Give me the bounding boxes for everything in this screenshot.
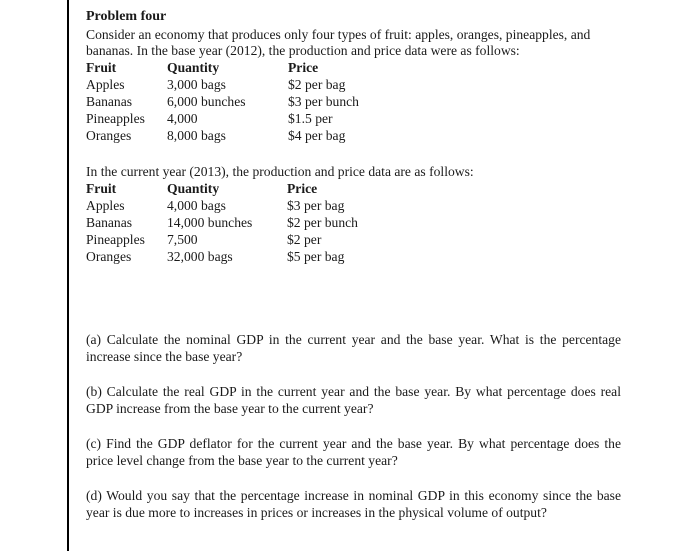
fruit-cell: Apples [86, 198, 125, 213]
header-fruit: Fruit [86, 181, 117, 196]
section-spacer [86, 144, 626, 164]
price-cell: $5 per bag [287, 249, 345, 264]
quantity-cell: 32,000 bags [167, 249, 233, 264]
quantity-cell: 4,000 [167, 111, 198, 126]
problem-content [86, 9, 626, 265]
table-row [86, 248, 407, 265]
header-fruit: Fruit [86, 60, 117, 75]
current-year-intro: In the current year (2013), the production and price data are as follows: [86, 164, 474, 179]
table-header-row [86, 180, 407, 197]
price-cell: $2 per bag [288, 77, 346, 92]
questions-list [86, 331, 621, 521]
question-a: (a) Calculate the nominal GDP in the current year and the base year. What is the percentage increase since the base year? [86, 332, 621, 364]
table-row [86, 197, 407, 214]
question-c: (c) Find the GDP deflator for the current year and the base year. By what percentage does the price level change from the base year to the current year? [86, 436, 621, 468]
quantity-cell: 14,000 bunches [167, 215, 253, 230]
fruit-cell: Apples [86, 77, 125, 92]
fruit-cell: Bananas [86, 94, 133, 109]
price-cell: $4 per bag [288, 128, 346, 143]
quantity-cell: 3,000 bags [167, 77, 226, 92]
table-row [86, 214, 407, 231]
table-row [86, 110, 408, 127]
fruit-cell: Pineapples [86, 232, 145, 247]
price-cell: $1.5 per [288, 111, 333, 126]
price-cell: $3 per bag [287, 198, 345, 213]
base-year-table [86, 59, 408, 144]
question-b: (b) Calculate the real GDP in the current year and the base year. By what percentage does real GDP increase from the base year to the current year? [86, 384, 621, 416]
header-quantity: Quantity [167, 60, 220, 75]
fruit-cell: Pineapples [86, 111, 145, 126]
fruit-cell: Oranges [86, 128, 132, 143]
quantity-cell: 7,500 [167, 232, 198, 247]
price-cell: $3 per bunch [288, 94, 359, 109]
quantity-cell: 4,000 bags [167, 198, 226, 213]
table-row [86, 76, 408, 93]
header-price: Price [287, 181, 318, 196]
quantity-cell: 6,000 bunches [167, 94, 246, 109]
quantity-cell: 8,000 bags [167, 128, 226, 143]
table-row [86, 93, 408, 110]
page-left-border [67, 0, 69, 551]
table-header-row [86, 59, 408, 76]
fruit-cell: Oranges [86, 249, 132, 264]
table-row [86, 127, 408, 144]
header-quantity: Quantity [167, 181, 220, 196]
current-year-table [86, 180, 407, 265]
table-row [86, 231, 407, 248]
price-cell: $2 per bunch [287, 215, 358, 230]
price-cell: $2 per [287, 232, 322, 247]
problem-intro: Consider an economy that produces only four types of fruit: apples, oranges, pineapples, and bananas. In the base year (2012), the production and price data were as follows: [86, 27, 591, 58]
header-price: Price [288, 60, 319, 75]
question-d: (d) Would you say that the percentage increase in nominal GDP in this economy since the base year is due more to increases in prices or increases in the physical volume of output? [86, 488, 621, 520]
problem-title: Problem four [86, 9, 167, 24]
fruit-cell: Bananas [86, 215, 133, 230]
